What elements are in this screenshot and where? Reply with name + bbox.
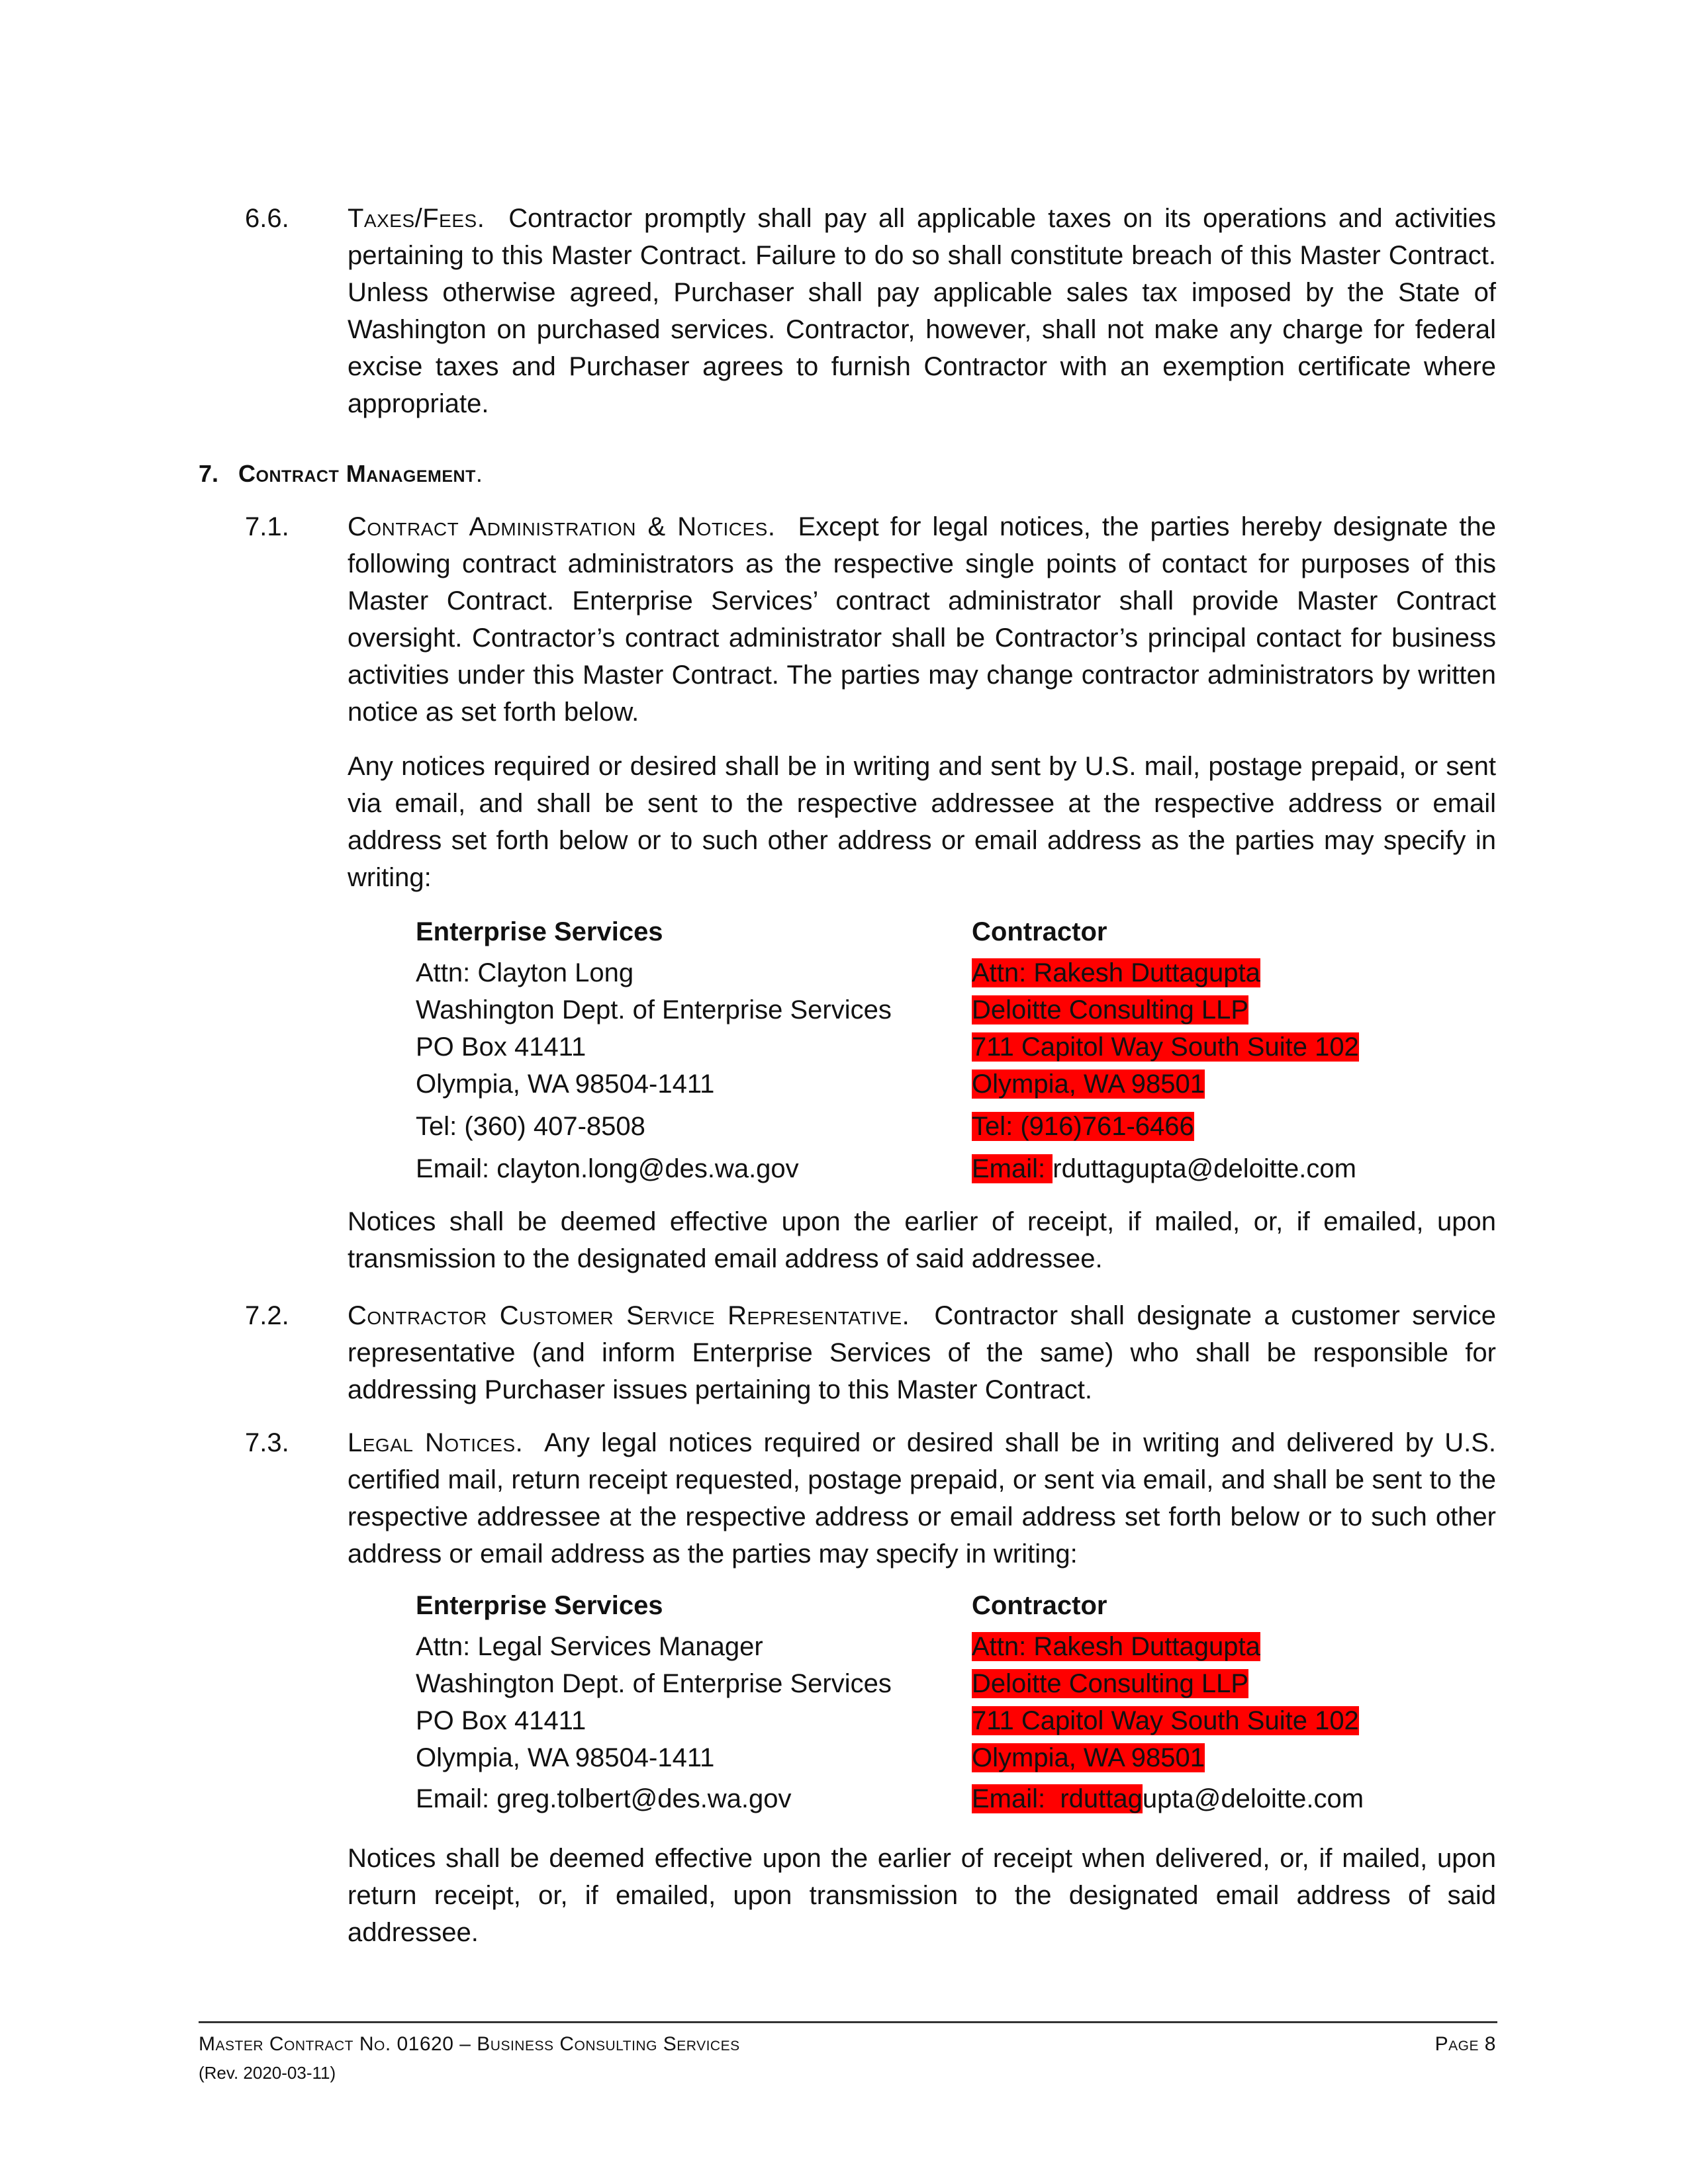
contractor-city-redacted: Olympia, WA 98501: [972, 1069, 1205, 1099]
section-number-7-3: 7.3.: [245, 1428, 289, 1457]
section-7-3-paragraph-2: Notices shall be deemed effective upon the earlier of receipt when delivered, or, if mailed, upon return receipt, or, if emailed, upon transmission to the designated email address of said addressee.: [348, 1844, 1496, 1947]
section-7-1-paragraph-2: Any notices required or desired shall be in writing and sent by U.S. mail, postage prepaid, or sent via email, and shall be sent to the respective addressee at the respective address or email address set forth below or to such other address or email address as the parties may specify in writing:: [348, 752, 1496, 892]
section-7-heading: [199, 455, 483, 492]
section-7-3-title: Legal Notices.: [348, 1428, 524, 1457]
section-7-1-paragraph-3: Notices shall be deemed effective upon the earlier of receipt, if mailed, or, if emailed, upon transmission to the designated email address of said addressee.: [348, 1207, 1496, 1273]
section-7-3-body: [348, 1424, 1496, 1572]
contractor-email-label-redacted: Email:: [972, 1154, 1053, 1183]
section-6-6-text: Contractor promptly shall pay all applicable taxes on its operations and activities pertaining to this Master Contract. Failure to do so shall constitute breach of this Master Contract. Unless otherwise agreed, Purchaser shall pay applicable sales tax imposed by the State of Washington on purchased services. Contractor, however, shall not make any charge for federal excise taxes and Purchaser agrees to furnish Contractor with an exemption certificate where appropriate.: [348, 204, 1496, 418]
enterprise-services-address-2: [416, 1587, 892, 1817]
section-6-6-body: [348, 200, 1496, 422]
es-legal-attn: Attn: Legal Services Manager: [416, 1632, 763, 1661]
contractor-legal-attn-redacted: Attn: Rakesh Duttagupta: [972, 1632, 1260, 1661]
footer-divider: [199, 2021, 1497, 2023]
es-attn: Attn: Clayton Long: [416, 958, 634, 987]
footer-page-number: Page 8: [1434, 2033, 1496, 2055]
contractor-legal-email-redacted: Email: rduttag: [972, 1784, 1143, 1813]
contractor-email: rduttagupta@deloitte.com: [1053, 1154, 1356, 1183]
es-legal-po-box: PO Box 41411: [416, 1706, 586, 1735]
section-7-2-text: Contractor shall designate a customer service representative (and inform Enterprise Services of the same) who shall be responsible for addressing Purchaser issues pertaining to this Master Contract.: [348, 1301, 1497, 1404]
section-7-2-title: Contractor Customer Service Representative.: [348, 1301, 910, 1330]
section-number-6-6: 6.6.: [245, 204, 289, 233]
section-7-1-title: Contract Administration & Notices.: [348, 512, 776, 541]
contractor-legal-city-redacted: Olympia, WA 98501: [972, 1743, 1205, 1772]
contractor-attn-redacted: Attn: Rakesh Duttagupta: [972, 958, 1260, 987]
contractor-address-2: [972, 1587, 1364, 1817]
contractor-legal-email: upta@deloitte.com: [1142, 1784, 1364, 1813]
section-number-7-2: 7.2.: [245, 1301, 289, 1330]
es-legal-org: Washington Dept. of Enterprise Services: [416, 1669, 892, 1698]
section-7-1-body: [348, 508, 1496, 731]
es-legal-city: Olympia, WA 98504-1411: [416, 1743, 715, 1772]
footer-revision: (Rev. 2020-03-11): [199, 2063, 336, 2083]
contractor-legal-street-redacted: 711 Capitol Way South Suite 102: [972, 1706, 1359, 1735]
es-email: Email: clayton.long@des.wa.gov: [416, 1154, 799, 1183]
contractor-heading-2: Contractor: [972, 1591, 1107, 1620]
es-tel: Tel: (360) 407-8508: [416, 1112, 645, 1141]
es-po-box: PO Box 41411: [416, 1032, 586, 1062]
contractor-legal-org-redacted: Deloitte Consulting LLP: [972, 1669, 1249, 1698]
contractor-org-redacted: Deloitte Consulting LLP: [972, 995, 1249, 1024]
section-6-6-title: Taxes/Fees.: [348, 204, 485, 233]
section-7-3-text: Any legal notices required or desired shall be in writing and delivered by U.S. certified mail, return receipt requested, postage prepaid, or sent via email, and shall be sent to the respective addressee at the respective address or email address set forth below or to such other address or email address as the parties may specify in writing:: [348, 1428, 1496, 1569]
contractor-address-1: [972, 913, 1359, 1187]
section-7-2-body: [348, 1297, 1496, 1408]
es-legal-email: Email: greg.tolbert@des.wa.gov: [416, 1784, 792, 1813]
footer-contract-title: Master Contract No. 01620 – Business Consulting Services: [199, 2033, 740, 2055]
enterprise-services-address-1: [416, 913, 892, 1187]
contractor-heading: Contractor: [972, 917, 1107, 946]
contractor-tel-redacted: Tel: (916)761-6466: [972, 1112, 1194, 1141]
section-number-7-1: 7.1.: [245, 512, 289, 541]
contractor-street-redacted: 711 Capitol Way South Suite 102: [972, 1032, 1359, 1062]
section-7-title: Contract Management: [238, 460, 476, 487]
section-number-7: 7.: [199, 460, 219, 487]
enterprise-services-heading-2: Enterprise Services: [416, 1591, 663, 1620]
enterprise-services-heading: Enterprise Services: [416, 917, 663, 946]
section-7-1-text: Except for legal notices, the parties hereby designate the following contract administrators as the respective single points of contact for purposes of this Master Contract. Enterprise Services’ contract administrator shall provide Master Contract oversight. Contractor’s contract administrator shall be Contractor’s principal contact for business activities under this Master Contract. The parties may change contractor administrators by written notice as set forth below.: [348, 512, 1496, 727]
es-city: Olympia, WA 98504-1411: [416, 1069, 715, 1099]
es-org: Washington Dept. of Enterprise Services: [416, 995, 892, 1024]
section-7-dot: .: [475, 460, 483, 487]
